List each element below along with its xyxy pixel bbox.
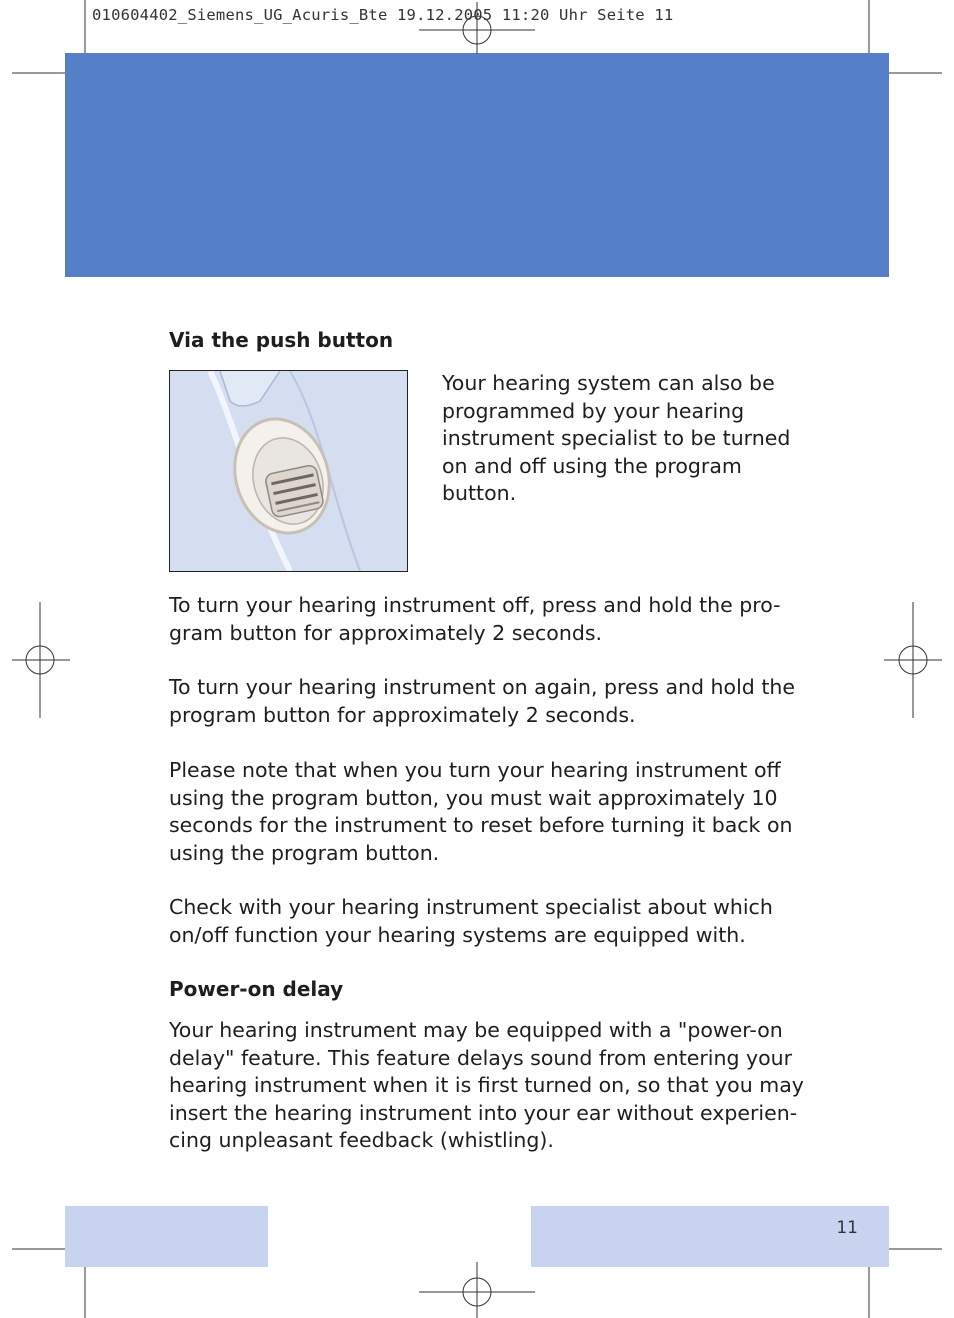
section-heading-push-button: Via the push button	[169, 328, 394, 352]
registration-mark-icon	[419, 1262, 535, 1318]
paragraph-reset-note: Please note that when you turn your hearing instrument off using the program button, you must wait approximately 10 seconds for the instrument to reset before turning it back on using the program button.	[169, 758, 793, 865]
paragraph-turn-on: To turn your hearing instrument on again, press and hold the program button for approximately 2 seconds.	[169, 675, 795, 727]
footer-band-right	[531, 1206, 889, 1267]
section-heading-power-on-delay: Power-on delay	[169, 977, 344, 1001]
registration-mark-icon	[884, 602, 942, 718]
registration-mark-icon	[419, 2, 535, 54]
paragraph-turn-off: To turn your hearing instrument off, press and hold the pro-gram button for approximately 2 seconds.	[169, 593, 781, 645]
print-slug: 010604402_Siemens_UG_Acuris_Bte 19.12.2005 11:20 Uhr Seite 11	[92, 6, 674, 24]
registration-mark-icon	[12, 602, 70, 718]
program-button-illustration	[169, 370, 408, 572]
page-number: 11	[836, 1218, 858, 1238]
paragraph-check-specialist: Check with your hearing instrument specialist about which on/off function your hearing systems are equipped with.	[169, 895, 773, 947]
intro-text: Your hearing system can also be programmed by your hearing instrument specialist to be turned on and off using the program button.	[442, 371, 791, 506]
paragraph-power-on-delay: Your hearing instrument may be equipped with a "power-on delay" feature. This feature delays sound from entering your hearing instrument when it is first turned on, so that you may insert the hearing instrument into your ear without experien-cing unpleasant feedback (whistling).	[169, 1018, 804, 1153]
header-band	[65, 53, 889, 277]
footer-band-left	[65, 1206, 268, 1267]
